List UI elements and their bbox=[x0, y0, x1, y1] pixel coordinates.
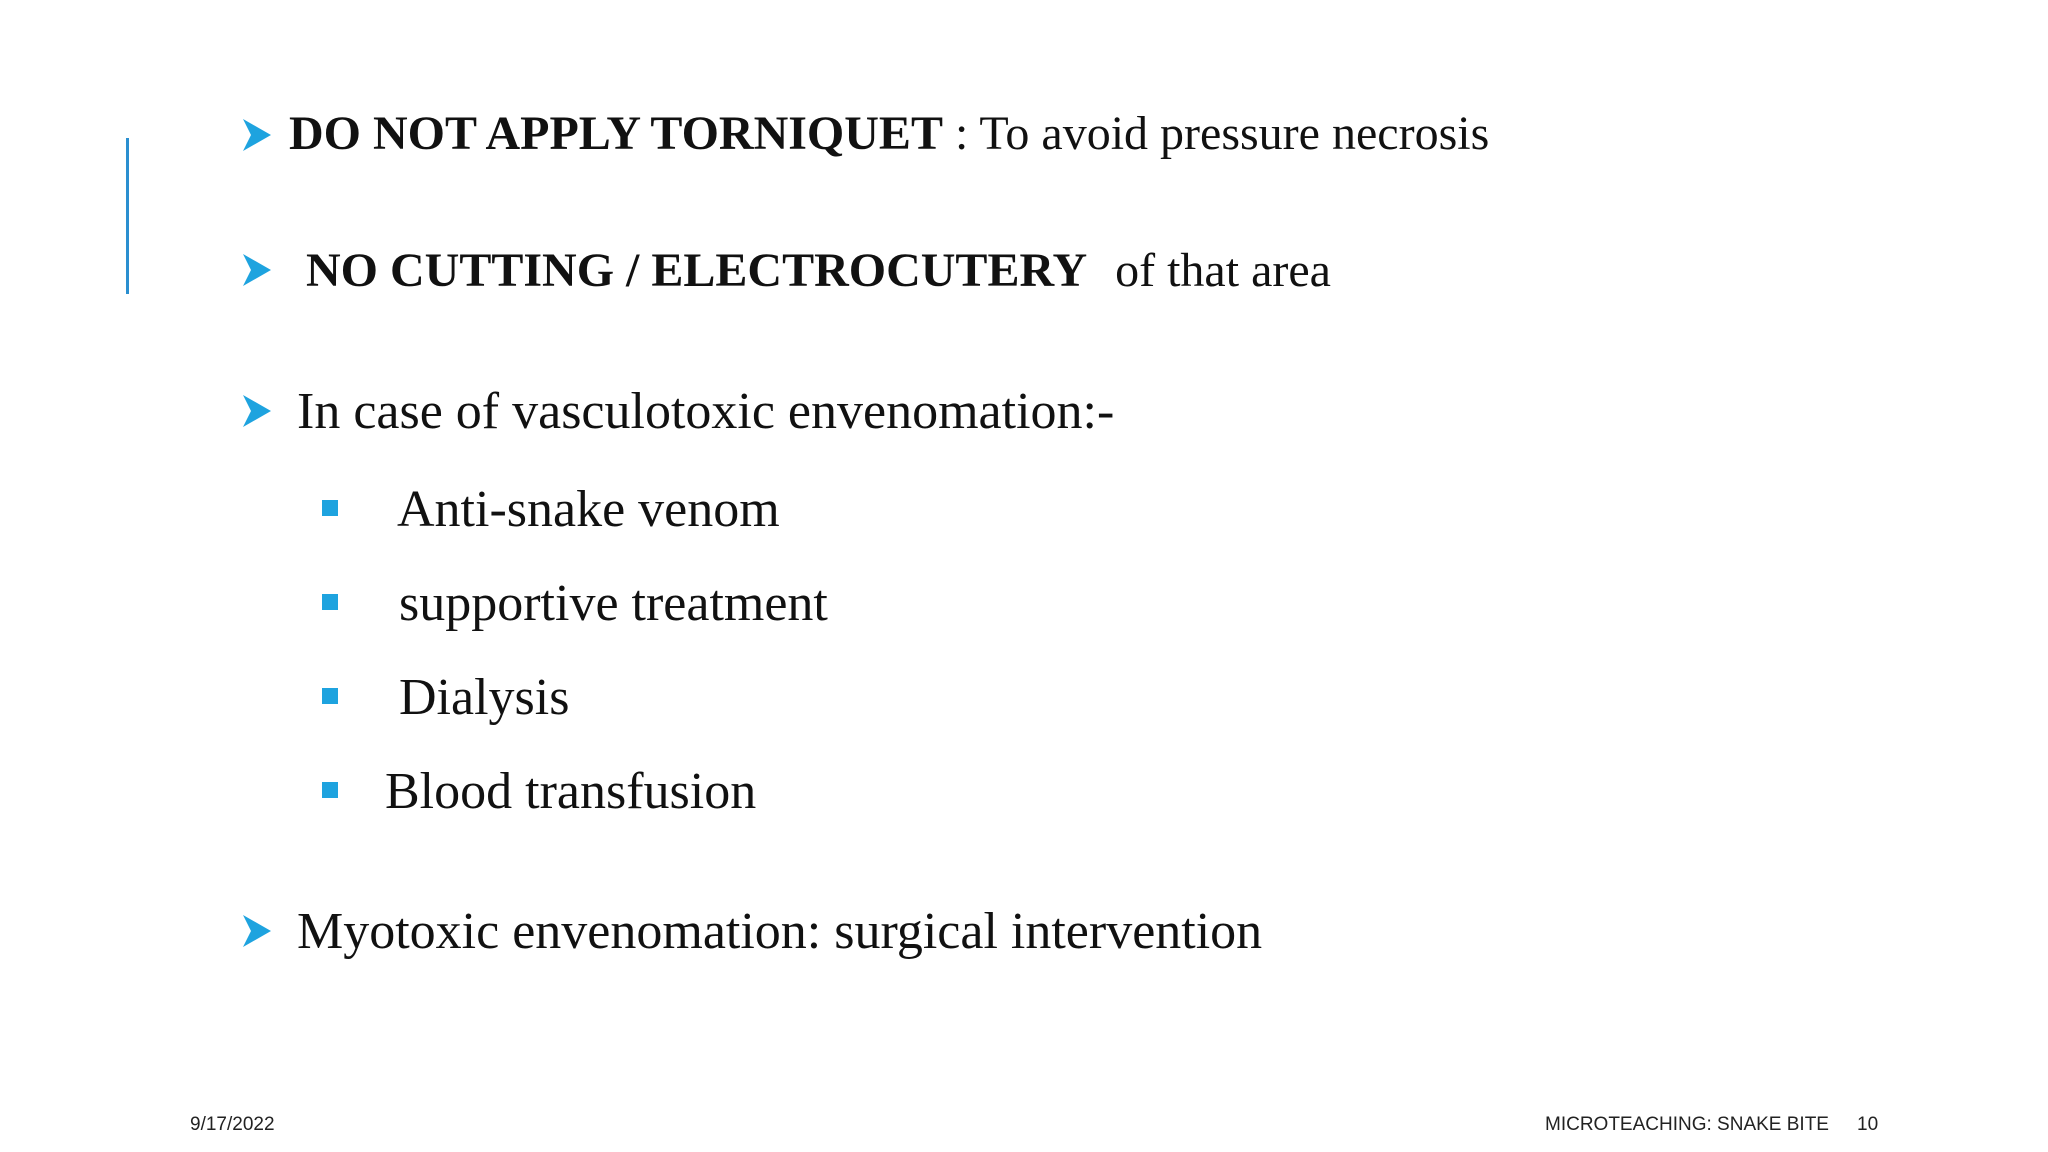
sub-bullet-anti-snake-venom: Anti-snake venom bbox=[397, 481, 780, 538]
footer-page-number: 10 bbox=[1857, 1114, 1879, 1135]
sub-bullet-dialysis: Dialysis bbox=[399, 669, 570, 726]
footer-date: 9/17/2022 bbox=[190, 1114, 275, 1135]
arrow-bullet-icon bbox=[242, 914, 272, 948]
bullet-myotoxic: Myotoxic envenomation: surgical intervention bbox=[297, 903, 1263, 960]
bullet-vasculotoxic: In case of vasculotoxic envenomation:- bbox=[297, 383, 1115, 440]
arrow-bullet-icon bbox=[242, 394, 272, 428]
footer-title: MICROTEACHING: SNAKE BITE bbox=[1545, 1114, 1829, 1135]
square-bullet-icon bbox=[322, 782, 338, 798]
sub-bullet-supportive-treatment: supportive treatment bbox=[399, 575, 828, 632]
bullet-no-cutting bbox=[306, 244, 1331, 297]
bullet-no-cutting-bold: NO CUTTING / ELECTROCUTERY bbox=[306, 244, 1088, 297]
accent-bar bbox=[126, 138, 129, 294]
bullet-no-cutting-rest: of that area bbox=[1115, 244, 1331, 297]
square-bullet-icon bbox=[322, 594, 338, 610]
bullet-tourniquet-rest: : To avoid pressure necrosis bbox=[942, 107, 1490, 160]
bullet-tourniquet bbox=[289, 107, 1490, 160]
sub-bullet-blood-transfusion: Blood transfusion bbox=[385, 763, 757, 820]
square-bullet-icon bbox=[322, 688, 338, 704]
square-bullet-icon bbox=[322, 500, 338, 516]
bullet-tourniquet-bold: DO NOT APPLY TORNIQUET bbox=[289, 107, 943, 160]
arrow-bullet-icon bbox=[242, 118, 272, 152]
arrow-bullet-icon bbox=[242, 253, 272, 287]
